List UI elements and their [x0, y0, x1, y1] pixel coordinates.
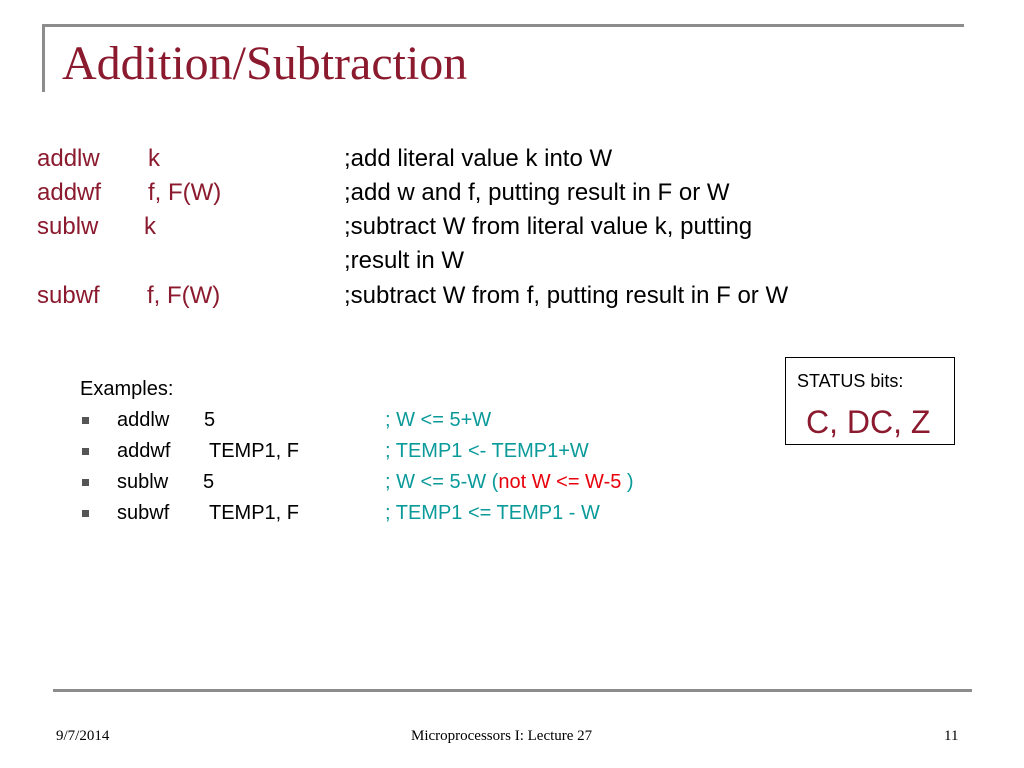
example-comment-text: ; W <= 5-W ( [385, 471, 499, 493]
example-mnemonic: addlw [117, 409, 170, 431]
status-bits-box [785, 357, 955, 445]
example-comment: ; TEMP1 <- TEMP1+W [385, 440, 589, 462]
bullet-square-icon [82, 510, 89, 517]
instruction-comment: ;subtract W from literal value k, putting [344, 213, 753, 240]
status-bits-flags: C, DC, Z [806, 404, 931, 440]
slide-frame-left-border [42, 24, 45, 92]
status-bits-label: STATUS bits: [797, 371, 904, 391]
slide-title: Addition/Subtraction [62, 37, 468, 90]
instruction-operand: f, F(W) [148, 179, 222, 206]
bullet-square-icon [82, 417, 89, 424]
example-operand: 5 [204, 409, 216, 431]
instruction-mnemonic: sublw [37, 213, 99, 240]
instruction-operand: k [144, 213, 156, 240]
footer-divider [53, 689, 972, 692]
instruction-operand: k [148, 145, 160, 172]
example-mnemonic: addwf [117, 440, 171, 462]
example-comment [385, 472, 634, 492]
instruction-mnemonic: addlw [37, 145, 100, 172]
example-comment: ; TEMP1 <= TEMP1 - W [385, 502, 600, 524]
bullet-square-icon [82, 448, 89, 455]
instruction-operand: f, F(W) [147, 282, 221, 309]
footer-course: Microprocessors I: Lecture 27 [411, 728, 593, 744]
instruction-mnemonic: subwf [37, 282, 100, 309]
footer-date: 9/7/2014 [56, 728, 110, 744]
bullet-square-icon [82, 479, 89, 486]
example-operand: TEMP1, F [209, 502, 300, 524]
instruction-comment: ;add literal value k into W [344, 145, 613, 172]
example-mnemonic: subwf [117, 502, 170, 524]
instruction-mnemonic: addwf [37, 179, 102, 206]
footer-page-number: 11 [944, 728, 959, 744]
example-comment-note: not W <= W-5 [498, 471, 622, 493]
slide-frame-top-border [42, 24, 964, 27]
instruction-comment: ;add w and f, putting result in F or W [344, 179, 730, 206]
example-comment-tail: ) [621, 471, 634, 493]
example-operand: 5 [203, 471, 215, 493]
example-operand: TEMP1, F [209, 440, 300, 462]
instruction-comment: ;result in W [344, 247, 465, 274]
examples-heading: Examples: [80, 378, 174, 400]
instruction-comment: ;subtract W from f, putting result in F or W [344, 282, 789, 309]
example-mnemonic: sublw [117, 471, 169, 493]
example-comment: ; W <= 5+W [385, 409, 492, 431]
